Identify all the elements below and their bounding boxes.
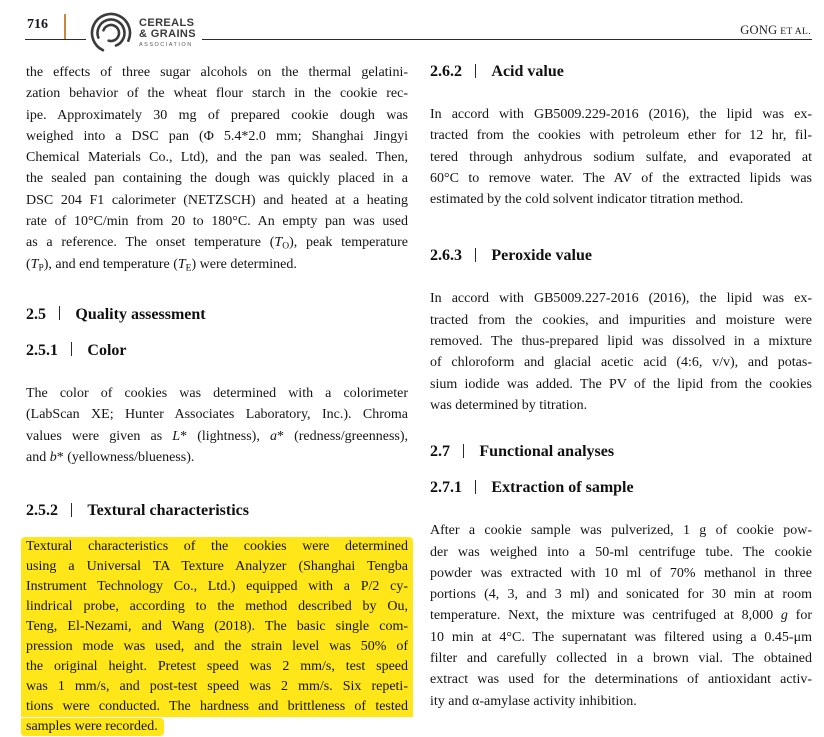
section-title: Textural characteristics <box>87 502 249 520</box>
text-line: powder was extracted with 10 ml of 70% methanol in three <box>430 565 812 581</box>
text-line: In accord with GB5009.229-2016 (2016), the lipid was ex- <box>430 107 812 122</box>
text-line: Textural characteristics of the cookies were determined <box>21 537 413 557</box>
text-line: DSC 204 F1 calorimeter (NETZSCH) and heated at a heating <box>26 192 408 208</box>
text-line: ity and α-amylase activity inhibition. <box>430 693 637 709</box>
text-line: the sealed pan containing the dough was quickly placed in a <box>26 171 408 187</box>
highlight-span: samples were recorded. <box>21 718 164 736</box>
paragraph <box>430 104 812 210</box>
heading-separator <box>475 248 476 262</box>
text-line: extract was used for the determinations of antioxidant activ- <box>430 672 812 688</box>
heading-separator <box>71 342 72 356</box>
section-number: 2.6.2 <box>430 63 462 80</box>
text-line: tered through anhydrous sodium sulfate, and evaporated at <box>430 149 812 165</box>
publisher-logo <box>86 10 202 58</box>
text-line: and b* (yellowness/blueness). <box>26 449 195 465</box>
section-title: Color <box>87 341 127 359</box>
text-line: After a cookie sample was pulverized, 1 g of cookie pow- <box>430 523 812 539</box>
section-heading <box>430 246 812 266</box>
logo-text-line2: & GRAINS <box>139 28 196 41</box>
text-line: pression mode was used, and the strain level was 50% of <box>21 637 413 657</box>
text-line: der was weighed into a 50-ml centrifuge tube. The cookie <box>430 544 812 560</box>
text-line: Teng, El-Nezami, and Wang (2018). The basic single com- <box>21 617 413 637</box>
section-heading <box>430 442 812 462</box>
text-line: In accord with GB5009.227-2016 (2016), the lipid was ex- <box>430 291 812 307</box>
logo-wordmark <box>139 18 196 49</box>
section-title: Functional analyses <box>479 443 615 461</box>
text-line: estimated by the cold solvent indicator titration method. <box>430 192 744 208</box>
heading-separator <box>71 503 72 517</box>
section-heading <box>430 478 812 498</box>
section-number: 2.7.1 <box>430 479 462 497</box>
text-line: 60°C to remove water. The AV of the extracted lipids was <box>430 170 812 186</box>
paragraph <box>430 520 812 712</box>
section-number: 2.5.1 <box>26 341 58 359</box>
text-line: sium iodide was added. The PV of the lipid from the cookies <box>430 376 812 392</box>
logo-text-line3: ASSOCIATION <box>139 41 193 48</box>
text-line: values were given as L* (lightness), a* (redness/greenness), <box>26 428 409 444</box>
section-title: Extraction of sample <box>491 479 634 497</box>
text-line: (LabScan XE; Hunter Associates Laboratory, Inc.). Chroma <box>26 407 408 423</box>
text-line: removed. The thus-prepared lipid was dissolved in a mixture <box>430 334 812 350</box>
text-line: rate of 10°C/min from 20 to 180°C. An empty pan was used <box>26 214 408 230</box>
text-line: zation behavior of the wheat flour starch in the cookie rec- <box>26 86 408 102</box>
heading-separator <box>475 480 476 494</box>
accent-bar <box>64 14 66 39</box>
text-line: as a reference. The onset temperature $(T_O)$, peak temperature <box>26 235 408 253</box>
text-line: the original height. Pretest speed was 2 mm/s, test speed <box>21 657 413 677</box>
text-line: was 1 mm/s, and post-test speed was 2 mm/s. Six repeti- <box>21 677 413 697</box>
text-line: tions were conducted. The hardness and brittleness of tested <box>21 697 413 717</box>
heading-separator <box>59 306 60 320</box>
section-heading <box>26 341 408 361</box>
paragraph <box>26 62 408 275</box>
text-line: filter and carefully collected in a brown vial. The obtained <box>430 651 812 667</box>
paragraph <box>26 383 408 468</box>
text-line: temperature. Next, the mixture was centrifuged at 8,000 g for <box>430 608 812 624</box>
text-line: lindrical probe, according to the method described by Ou, <box>21 597 413 617</box>
running-head-etal: ET AL. <box>777 27 811 37</box>
text-line <box>26 717 408 737</box>
highlighted-paragraph <box>26 537 408 737</box>
text-line: tracted from the cookies, and impurities and moisture were <box>430 312 812 328</box>
section-number: 2.5 <box>26 305 46 323</box>
logo-text-line1: CEREALS <box>139 16 195 29</box>
section-heading <box>26 501 408 521</box>
section-number: 2.5.2 <box>26 502 58 520</box>
section-title: Quality assessment <box>75 305 206 323</box>
text-line: of chloroform and glacial acetic acid (4:6, v/v), and potas- <box>430 355 812 371</box>
text-line: was determined by titration. <box>430 397 588 413</box>
paragraph <box>430 288 812 416</box>
text-line: portions (4, 3, and 3 ml) and sonicated for 30 min at room <box>430 587 812 603</box>
text-line: weighed into a DSC pan (Φ 5.4*2.0 mm; Shanghai Jingyi <box>26 128 408 144</box>
section-number: 2.7 <box>430 443 450 461</box>
text-line: The color of cookies was determined with a colorimeter <box>26 385 408 401</box>
text-line: Chemical Materials Co., Ltd), and the pan was sealed. Then, <box>26 150 408 166</box>
right-column <box>430 62 812 712</box>
section-number: 2.6.3 <box>430 247 462 265</box>
text-line: $(T_P)$, and end temperature $(T_E)$ were determined. <box>26 256 297 274</box>
heading-separator <box>475 64 476 78</box>
heading-separator <box>463 444 464 458</box>
section-title: Acid value <box>491 63 564 80</box>
section-title: Peroxide value <box>491 247 592 265</box>
running-head <box>740 21 811 39</box>
cereals-grains-logo-icon <box>88 10 134 56</box>
left-column <box>26 62 408 737</box>
section-heading <box>26 305 408 325</box>
text-line: Instrument Technology Co., Ltd.) equipped with a P/2 cy- <box>21 577 413 597</box>
text-line: the effects of three sugar alcohols on the thermal gelatini- <box>26 65 408 80</box>
text-line: ipe. Approximately 30 mg of prepared cookie dough was <box>26 107 408 123</box>
text-line: 10 min at 4°C. The supernatant was filtered using a 0.45-μm <box>430 629 812 645</box>
running-head-authors: GONG <box>740 23 778 37</box>
page-number: 716 <box>27 17 48 32</box>
text-line: tracted from the cookies with petroleum ether for 12 hr, fil- <box>430 128 812 144</box>
text-line: using a Universal TA Texture Analyzer (Shanghai Tengba <box>21 557 413 577</box>
section-heading <box>430 62 812 82</box>
